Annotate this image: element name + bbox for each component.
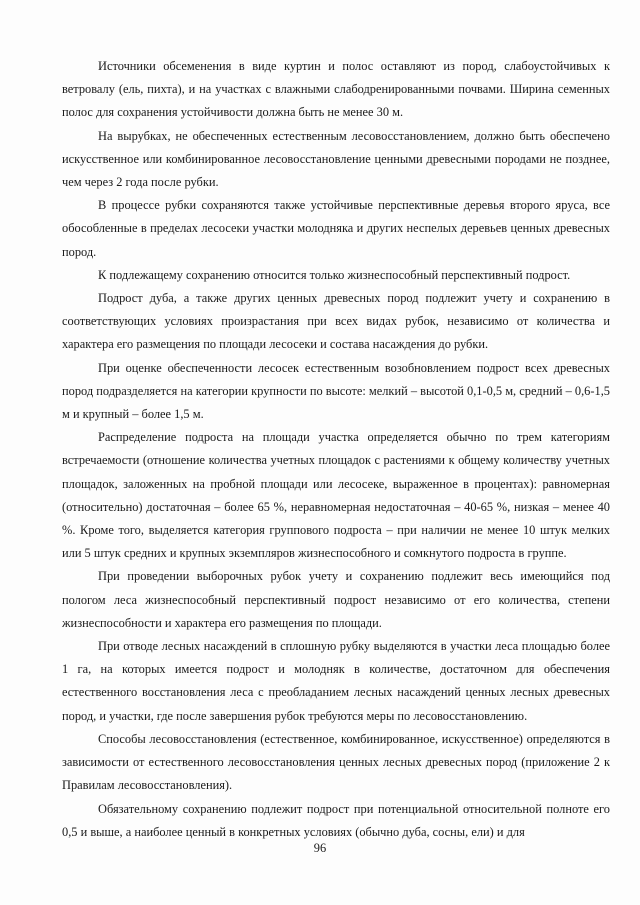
page-body: [62, 55, 610, 844]
paragraph-viable-undergrowth: К подлежащему сохранению относится только жизнеспособный перспективный подрост.: [98, 267, 571, 282]
paragraph-clearcut-allocation: При отводе лесных насаждений в сплошную рубку выделяются в участки леса площадью более 1 га, на которых имеется подрост и молодняк в количестве, достаточном для обеспечения естественного восстановления леса с преобладанием лесных насаждений ценных лесных древесных пород, и участки, где после завершения рубок требуются меры по лесовосстановлению.: [62, 639, 610, 723]
paragraph-selective-cutting: При проведении выборочных рубок учету и сохранению подлежит весь имеющийся под пологом леса жизнеспособный перспективный подрост независимо от его количества, степени жизнеспособности и характера его размещения по площади.: [62, 569, 610, 630]
paragraph-second-tier-trees: В процессе рубки сохраняются также устойчивые перспективные деревья второго яруса, все обособленные в пределах лесосеки участки молодняка и других неспелых деревьев ценных древесных пород.: [62, 198, 610, 259]
paragraph-oak-undergrowth: Подрост дуба, а также других ценных древесных пород подлежит учету и сохранению в соответствующих условиях произрастания при всех видах рубок, независимо от количества и характера его размещения по площади лесосеки и состава насаждения до рубки.: [62, 291, 610, 352]
paragraph-clearcut-reforestation: На вырубках, не обеспеченных естественным лесовосстановлением, должно быть обеспечено искусственное или комбинированное лесовосстановление ценными древесными породами не позднее, чем через 2 года после рубки.: [62, 128, 610, 190]
paragraph-seed-sources: Источники обсеменения в виде куртин и полос оставляют из пород, слабоустойчивых к ветровалу (ель, пихта), и на участках с влажными слабодренированными почвами. Ширина семенных полос для сохранения устойчивости должна быть не менее 30 м.: [62, 59, 610, 120]
paragraph-mandatory-preservation: Обязательному сохранению подлежит подрост при потенциальной относительной полноте его 0,5 и выше, а наиболее ценный в конкретных условиях (обычно дуба, сосны, ели) и для: [62, 801, 610, 839]
paragraph-size-categories: При оценке обеспеченности лесосек естественным возобновлением подрост всех древесных пород подразделяется на категории крупности по высоте: мелкий – высотой 0,1-0,5 м, средний – 0,6-1,5 м и крупный – более 1,5 м.: [62, 360, 610, 422]
page-number: 96: [313, 841, 327, 855]
paragraph-reforestation-methods: Способы лесовосстановления (естественное, комбинированное, искусственное) определяются в зависимости от естественного лесовосстановления ценных лесных древесных пород (приложение 2 к Правилам лесовосстановления).: [62, 731, 610, 793]
paragraph-distribution-categories: Распределение подроста на площади участка определяется обычно по трем категориям встречаемости (отношение количества учетных площадок с растениями к общему количеству учетных площадок, заложенных на пробной площади или лесосеке, выраженное в процентах): равномерная (относительно) достаточная – более 65 %, неравномерная недостаточная – 40-65 %, низкая – менее 40 %. Кроме того, выделяется категория группового подроста – при наличии не менее 10 штук мелких или 5 штук средних и крупных экземпляров жизнеспособного и сомкнутого подроста в группе.: [62, 430, 610, 561]
